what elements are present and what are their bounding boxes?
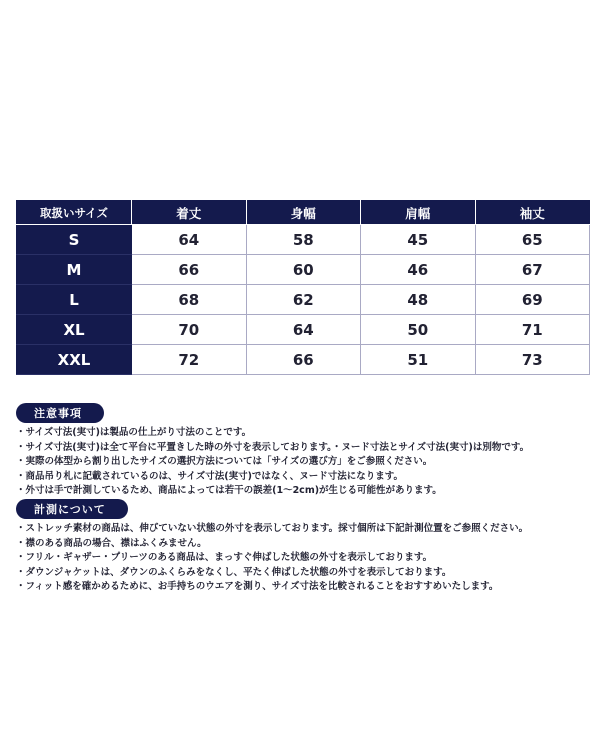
table-cell: 69 — [475, 285, 590, 315]
header-width: 身幅 — [246, 201, 361, 225]
measurement-section — [16, 498, 590, 595]
table-cell: 45 — [361, 225, 476, 255]
header-length: 着丈 — [132, 201, 247, 225]
list-item: ・サイズ寸法(実寸)は全て平台に平置きした時の外寸を表示しております。・ヌード寸法とサイズ寸法(実寸)は別物です。 — [16, 441, 530, 453]
list-item: ・襟のある商品の場合、襟はふくみません。 — [16, 537, 207, 549]
list-item: ・フリル・ギャザー・プリーツのある商品は、まっすぐ伸ばした状態の外寸を表示しております。 — [16, 552, 433, 563]
table-cell: 64 — [132, 225, 247, 255]
measurement-title: 計測について — [16, 499, 128, 519]
size-table — [16, 200, 590, 375]
table-cell: 65 — [475, 225, 590, 255]
table-cell: 48 — [361, 285, 476, 315]
table-cell: 62 — [246, 285, 361, 315]
table-cell: 46 — [361, 255, 476, 285]
list-item: ・ストレッチ素材の商品は、伸びていない状態の外寸を表示しております。採寸個所は下記計測位置をご参照ください。 — [16, 523, 529, 534]
table-cell: 51 — [361, 345, 476, 375]
list-item: ・商品吊り札に記載されているのは、サイズ寸法(実寸)ではなく、ヌード寸法になります。 — [16, 470, 403, 482]
cautions-title: 注意事項 — [16, 403, 104, 423]
table-cell: 72 — [132, 345, 247, 375]
header-size: 取扱いサイズ — [17, 201, 132, 225]
list-item: ・フィット感を確かめるために、お手持ちのウエアを測り、サイズ寸法を比較されることをおすすめいたします。 — [16, 581, 499, 592]
table-cell: 60 — [246, 255, 361, 285]
table-cell: 67 — [475, 255, 590, 285]
table-cell: 70 — [132, 315, 247, 345]
cautions-list — [16, 426, 590, 499]
list-item: ・外寸は手で計測しているため、商品によっては若干の誤差(1～2cm)が生じる可能性があります。 — [16, 485, 442, 496]
table-cell: 66 — [132, 255, 247, 285]
size-label: L — [17, 285, 132, 315]
table-cell: 64 — [246, 315, 361, 345]
list-item: ・ダウンジャケットは、ダウンのふくらみをなくし、平たく伸ばした状態の外寸を表示しております。 — [16, 566, 452, 578]
size-label: S — [17, 225, 132, 255]
table-cell: 58 — [246, 225, 361, 255]
table-row — [17, 315, 590, 345]
table-cell: 50 — [361, 315, 476, 345]
table-row — [17, 255, 590, 285]
size-table-header-row — [17, 201, 590, 225]
table-cell: 68 — [132, 285, 247, 315]
table-cell: 71 — [475, 315, 590, 345]
cautions-section — [16, 402, 590, 499]
table-row — [17, 225, 590, 255]
table-cell: 66 — [246, 345, 361, 375]
measurement-list — [16, 522, 590, 595]
size-label: XL — [17, 315, 132, 345]
header-shoulder: 肩幅 — [361, 201, 476, 225]
size-label: XXL — [17, 345, 132, 375]
list-item: ・実際の体型から割り出したサイズの選択方法については「サイズの選び方」をご参照ください。 — [16, 456, 433, 467]
table-cell: 73 — [475, 345, 590, 375]
list-item: ・サイズ寸法(実寸)は製品の仕上がり寸法のことです。 — [16, 427, 252, 438]
size-label: M — [17, 255, 132, 285]
table-row — [17, 285, 590, 315]
header-sleeve: 袖丈 — [475, 201, 590, 225]
table-row — [17, 345, 590, 375]
